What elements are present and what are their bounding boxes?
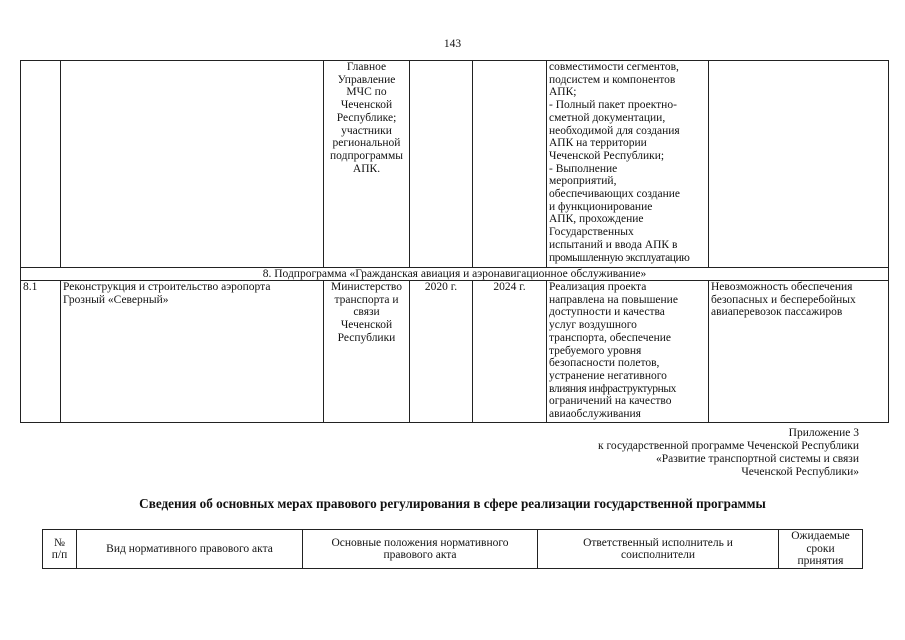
result-line: требуемого уровня (549, 344, 642, 357)
measure-line: Грозный «Северный» (63, 293, 169, 306)
result-line: обеспечивающих создание (549, 188, 681, 201)
cell-executor (324, 281, 410, 423)
cell-consequences (709, 281, 889, 423)
result-line: совместимости сегментов, (549, 61, 679, 73)
header-line: сроки (806, 542, 835, 555)
result-line: сметной документации, (549, 111, 666, 124)
executor-line: участники (341, 124, 392, 137)
measure-line: Реконструкция и строительство аэропорта (63, 281, 271, 293)
executor-line: Чеченской (340, 319, 393, 332)
result-line: Реализация проекта (549, 281, 647, 293)
cell-end-year (473, 61, 547, 268)
executor-line: Чеченской (340, 99, 393, 112)
measures-table (20, 60, 889, 423)
regulation-table (42, 529, 863, 569)
executor-line: Министерство (331, 281, 402, 293)
header-line: Основные положения нормативного (331, 536, 509, 549)
executor-line: подпрограммы (330, 149, 403, 162)
executor-line: АПК. (352, 162, 381, 175)
result-line: АПК на территории (549, 137, 647, 150)
executor-line: региональной (332, 137, 401, 150)
result-line: услуг воздушного (549, 319, 637, 332)
header-number (43, 530, 77, 569)
executor-line: Управление (337, 73, 396, 86)
cell-number: 8.1 (21, 281, 61, 423)
result-line: подсистем и компонентов (549, 73, 676, 86)
section-header: 8. Подпрограмма «Гражданская авиация и аэронавигационное обслуживание» (21, 268, 889, 281)
executor-line: МЧС по (346, 86, 387, 99)
header-line: Ожидаемые (791, 530, 850, 543)
table-row-continuation (21, 61, 889, 268)
header-line: Ответственный исполнитель и (583, 536, 733, 549)
result-line: АПК; (549, 86, 577, 99)
result-line: АПК, прохождение (549, 213, 644, 226)
result-line: промышленную эксплуатацию (549, 251, 690, 264)
header-line: правового акта (383, 549, 457, 561)
result-line: авиаобслуживания (549, 408, 641, 421)
appendix-line: Приложение 3 (788, 427, 859, 439)
executor-line: Главное (346, 61, 387, 73)
appendix-note (598, 427, 859, 479)
cell-executor (324, 61, 410, 268)
table-header-row (43, 530, 863, 569)
header-line: п/п (51, 549, 68, 561)
consequence-line: Невозможность обеспечения (711, 281, 853, 293)
result-line: - Полный пакет проектно- (549, 99, 677, 112)
result-line: мероприятий, (549, 175, 617, 188)
cell-start-year: 2020 г. (410, 281, 473, 423)
result-line: направлена на повышение (549, 293, 678, 306)
header-act-type: Вид нормативного правового акта (77, 530, 303, 569)
executor-line: связи (353, 306, 380, 319)
cell-end-year: 2024 г. (473, 281, 547, 423)
result-line: и функционирование (549, 200, 653, 213)
cell-result (547, 61, 709, 268)
result-line: влияния инфраструктурных (549, 382, 677, 395)
consequence-line: безопасных и бесперебойных (711, 293, 856, 306)
header-executor (538, 530, 779, 569)
header-deadline (779, 530, 863, 569)
header-line: соисполнители (621, 549, 695, 561)
result-line: испытаний и ввода АПК в (549, 238, 678, 251)
cell-consequences (709, 61, 889, 268)
appendix-line: «Развитие транспортной системы и связи (655, 453, 859, 465)
result-line: Государственных (549, 226, 634, 239)
table-row-8-1 (21, 281, 889, 423)
header-line: № (54, 536, 65, 549)
result-line: Чеченской Республики; (549, 149, 665, 162)
appendix-line: Чеченской Республики» (741, 466, 859, 478)
appendix-line: к государственной программе Чеченской Республики (598, 440, 859, 452)
section-header-row (21, 268, 889, 281)
result-line: устранение негативного (549, 369, 667, 382)
consequence-line: авиаперевозок пассажиров (711, 306, 843, 319)
header-provisions (303, 530, 538, 569)
executor-line: Республике; (336, 111, 397, 124)
cell-measure (61, 61, 324, 268)
section-title: Сведения об основных мерах правового регулирования в сфере реализации государственной программы (139, 496, 766, 511)
cell-number (21, 61, 61, 268)
result-line: ограничений на качество (549, 395, 672, 408)
executor-line: Республики (337, 331, 396, 344)
executor-line: транспорта и (334, 293, 399, 306)
result-line: доступности и качества (549, 306, 665, 319)
page-number: 143 (443, 38, 462, 50)
header-line: принятия (797, 555, 844, 568)
result-line: - Выполнение (549, 162, 618, 175)
result-line: необходимой для создания (549, 124, 680, 137)
result-line: безопасности полетов, (549, 357, 660, 370)
cell-start-year (410, 61, 473, 268)
result-line: транспорта, обеспечение (549, 331, 672, 344)
cell-result (547, 281, 709, 423)
cell-measure (61, 281, 324, 423)
